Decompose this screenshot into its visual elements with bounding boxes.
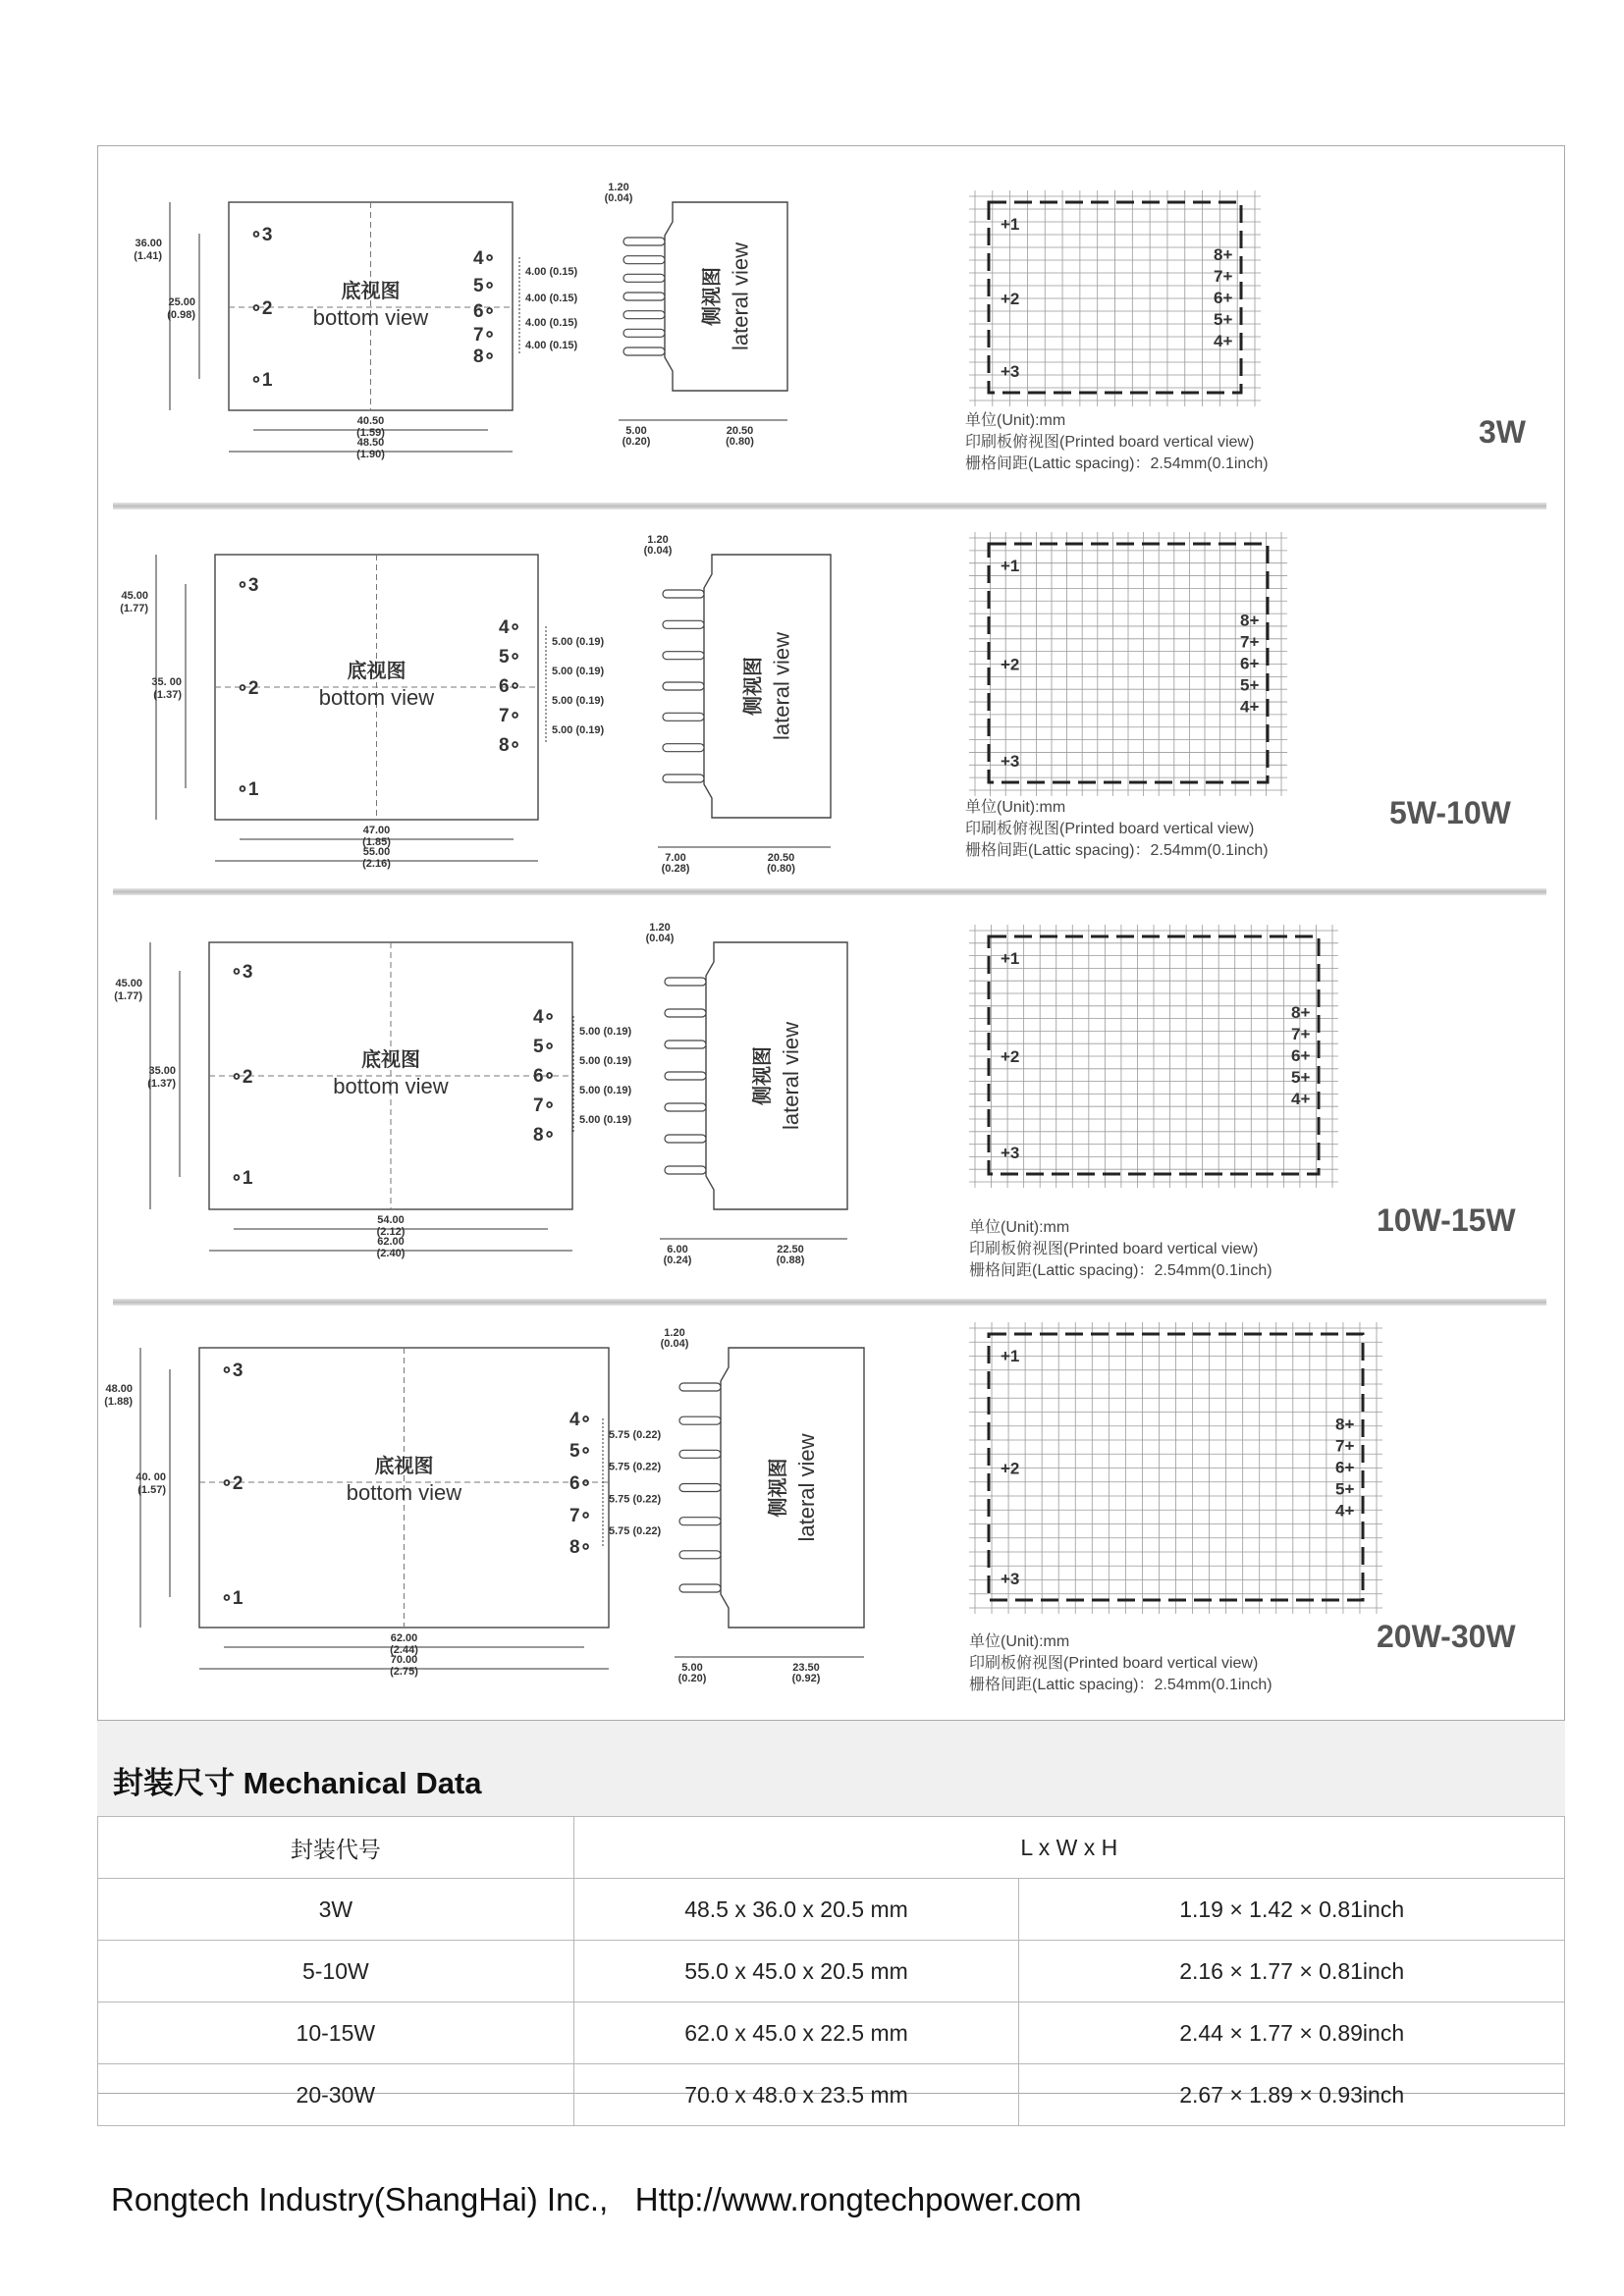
width-outer-inch: (1.90) (356, 449, 385, 460)
pin-label: 8∘ (473, 347, 496, 367)
pin-label: 8∘ (569, 1537, 592, 1558)
pcb-pin-label: 8+ (1335, 1415, 1355, 1434)
lateral-pin (679, 1416, 721, 1424)
pin-label: 7∘ (499, 706, 521, 726)
lat-pin-inch: (0.28) (661, 863, 690, 875)
bottom-view-label-en: bottom view (346, 1480, 462, 1505)
pitch-dimension-text: 5.00 (0.19) (552, 695, 605, 707)
bottom-view-label-en: bottom view (312, 305, 429, 330)
pcb-notes (965, 410, 1269, 475)
lat-pin-inch: (0.20) (677, 1673, 707, 1684)
cell-code: 3W (98, 1879, 574, 1941)
pcb-pin-label: 5+ (1214, 310, 1233, 329)
height-outer-text: 45.00 (121, 590, 148, 602)
lat-pin-inch: (0.24) (663, 1255, 692, 1266)
pin-label: ∘2 (237, 678, 259, 699)
pcb-pin-label: 4+ (1214, 332, 1233, 350)
lateral-pin (623, 293, 665, 300)
pitch-dimension-text: 4.00 (0.15) (525, 293, 578, 304)
pcb-pin-label: +3 (1001, 1570, 1020, 1588)
pin-top-text: 1.20 (608, 182, 629, 193)
power-rating-label: 5W-10W (1389, 795, 1511, 830)
pin-label: ∘2 (221, 1473, 244, 1494)
lateral-pin (679, 1383, 721, 1391)
height-inner-text: 35. 00 (151, 676, 182, 688)
pin-label: 6∘ (499, 676, 521, 697)
lat-pin-text: 5.00 (625, 425, 647, 437)
width-outer-text: 48.50 (356, 437, 385, 449)
pcb-notes (969, 1631, 1272, 1696)
pcb-note-line: 栅格间距(Lattic spacing)：2.54mm(0.1inch) (969, 1262, 1272, 1279)
pitch-dimension-text: 4.00 (0.15) (525, 340, 578, 351)
width-outer-inch: (2.40) (376, 1248, 406, 1259)
pin-label: 6∘ (533, 1066, 556, 1087)
pitch-dimension-text: 5.00 (0.19) (579, 1114, 632, 1126)
lateral-pin (663, 713, 704, 721)
lat-body-inch: (0.88) (776, 1255, 805, 1266)
height-outer-text: 48.00 (105, 1383, 133, 1395)
width-inner-text: 54.00 (377, 1214, 405, 1226)
mechanical-data-title: 封装尺寸 Mechanical Data (97, 1720, 1565, 1816)
height-inner-text: 40. 00 (135, 1471, 166, 1483)
cell-mm: 55.0 x 45.0 x 20.5 mm (573, 1941, 1019, 2002)
lateral-pin (679, 1450, 721, 1458)
footer-url[interactable]: Http://www.rongtechpower.com (634, 2181, 1082, 2217)
height-inner-inch: (1.37) (147, 1078, 176, 1090)
height-inner-inch: (1.37) (153, 689, 182, 701)
bottom-view-label-en: bottom view (333, 1074, 449, 1098)
width-outer-text: 55.00 (362, 846, 391, 858)
lat-body-text: 22.50 (777, 1244, 804, 1255)
pcb-note-line: 印刷板俯视图(Printed board vertical view) (969, 1241, 1259, 1257)
lateral-pin (663, 652, 704, 660)
pcb-pin-label: +1 (1001, 215, 1020, 234)
lat-pin-inch: (0.20) (622, 436, 651, 448)
pin-top-text: 1.20 (664, 1327, 685, 1339)
bottom-view-label-cn: 底视图 (361, 1047, 420, 1071)
pcb-pin-label: +1 (1001, 557, 1020, 575)
pcb-pin-label: +1 (1001, 1347, 1020, 1365)
pitch-dimension-text: 4.00 (0.15) (525, 317, 578, 329)
panel-10w15w (114, 922, 1338, 1266)
lateral-pin (663, 774, 704, 782)
height-outer-inch: (1.41) (134, 250, 162, 262)
pin-label: ∘2 (231, 1067, 253, 1088)
pitch-dimension-text: 5.75 (0.22) (609, 1493, 662, 1506)
pcb-pin-label: 8+ (1214, 245, 1233, 264)
pin-label: 6∘ (569, 1473, 592, 1494)
lat-body-text: 20.50 (726, 425, 754, 437)
lat-body-inch: (0.92) (791, 1673, 821, 1684)
lateral-pin (623, 311, 665, 319)
width-outer-text: 62.00 (377, 1236, 405, 1248)
pcb-pin-label: 4+ (1240, 697, 1260, 717)
pcb-note-line: 印刷板俯视图(Printed board vertical view) (969, 1655, 1259, 1672)
bottom-view-label-en: bottom view (318, 685, 435, 710)
lateral-view-label-cn: 侧视图 (740, 657, 765, 716)
footer (111, 2181, 1082, 2218)
pitch-dimension-text: 5.75 (0.22) (609, 1525, 662, 1537)
width-inner-inch: (2.12) (376, 1226, 406, 1238)
lateral-pin (665, 1041, 706, 1048)
lateral-view-label-en: lateral view (794, 1433, 819, 1542)
pcb-pin-label: 8+ (1291, 1003, 1311, 1022)
width-inner-inch: (1.59) (356, 427, 385, 439)
width-inner-text: 40.50 (356, 415, 385, 427)
height-outer-inch: (1.88) (104, 1396, 133, 1408)
pin-label: ∘3 (221, 1361, 244, 1381)
lateral-pin (665, 978, 706, 986)
pin-label: 5∘ (533, 1037, 556, 1057)
height-inner-text: 25.00 (168, 296, 195, 308)
pcb-note-line: 印刷板俯视图(Printed board vertical view) (965, 434, 1255, 451)
pcb-note-line: 栅格间距(Lattic spacing)：2.54mm(0.1inch) (969, 1677, 1272, 1693)
pin-top-inch: (0.04) (645, 933, 675, 944)
pcb-pin-label: 4+ (1335, 1501, 1355, 1521)
cell-code: 10-15W (98, 2002, 574, 2064)
cell-mm: 48.5 x 36.0 x 20.5 mm (573, 1879, 1019, 1941)
pin-top-inch: (0.04) (660, 1338, 689, 1350)
lat-body-text: 20.50 (767, 852, 795, 864)
pcb-pin-label: 8+ (1240, 611, 1260, 630)
cell-code: 20-30W (98, 2064, 574, 2126)
height-inner-inch: (0.98) (167, 309, 195, 321)
pcb-pin-label: 6+ (1335, 1458, 1355, 1477)
width-outer-text: 70.00 (390, 1654, 418, 1666)
cell-mm: 70.0 x 48.0 x 23.5 mm (573, 2064, 1019, 2126)
height-outer-text: 45.00 (115, 978, 142, 989)
lateral-pin (679, 1518, 721, 1525)
section-separator (113, 1299, 1546, 1306)
lateral-view-outline (704, 555, 831, 818)
section-separator (113, 888, 1546, 895)
height-outer-inch: (1.77) (114, 990, 142, 1002)
pin-label: 5∘ (569, 1441, 592, 1462)
pitch-dimension-text: 5.00 (0.19) (552, 666, 605, 677)
lateral-pin (665, 1103, 706, 1111)
power-rating-label: 10W-15W (1377, 1202, 1516, 1238)
bottom-view-label-cn: 底视图 (341, 279, 401, 302)
pcb-note-line: 栅格间距(Lattic spacing)：2.54mm(0.1inch) (965, 455, 1269, 472)
lateral-pin (665, 1166, 706, 1174)
lateral-view-label-en: lateral view (769, 631, 794, 741)
pitch-dimension-text: 5.00 (0.19) (552, 636, 605, 648)
pcb-pin-label: 6+ (1214, 289, 1233, 307)
pin-label: 4∘ (499, 617, 521, 638)
pcb-pin-label: 5+ (1291, 1068, 1311, 1087)
pin-label: 4∘ (569, 1410, 592, 1430)
pin-label: ∘1 (231, 1168, 253, 1189)
lateral-view-label-en: lateral view (728, 241, 753, 351)
lat-pin-text: 6.00 (667, 1244, 688, 1255)
table-row (98, 1879, 1565, 1941)
header-dimensions: L x W x H (573, 1817, 1564, 1879)
pin-label: 7∘ (569, 1506, 592, 1526)
pin-label: ∘2 (250, 298, 273, 319)
pitch-dimension-text: 5.75 (0.22) (609, 1461, 662, 1473)
lateral-pin (663, 620, 704, 628)
lat-body-inch: (0.80) (726, 436, 754, 448)
pitch-dimension-text: 5.75 (0.22) (609, 1429, 662, 1441)
lateral-pin (623, 256, 665, 264)
pcb-pin-label: +2 (1001, 655, 1020, 674)
pin-label: ∘1 (250, 370, 273, 391)
pcb-pin-label: 4+ (1291, 1090, 1311, 1108)
height-outer-inch: (1.77) (120, 603, 148, 614)
width-inner-inch: (2.44) (390, 1644, 418, 1656)
pitch-dimension-text: 4.00 (0.15) (525, 266, 578, 278)
cell-inch: 2.16 × 1.77 × 0.81inch (1019, 1941, 1565, 2002)
pcb-pin-label: 6+ (1291, 1046, 1311, 1065)
pin-label: 5∘ (499, 647, 521, 667)
pitch-dimension-text: 5.00 (0.19) (579, 1085, 632, 1096)
pcb-pin-label: +3 (1001, 362, 1020, 381)
lateral-view-outline (665, 202, 787, 391)
height-outer-text: 36.00 (135, 238, 162, 249)
section-separator (113, 503, 1546, 509)
pin-top-text: 1.20 (647, 534, 669, 546)
lateral-pin (663, 590, 704, 598)
bottom-view-label-cn: 底视图 (347, 659, 406, 682)
lat-body-text: 23.50 (792, 1662, 820, 1674)
table-header-row (98, 1817, 1565, 1879)
lat-body-inch: (0.80) (767, 863, 795, 875)
pcb-grid (969, 1322, 1382, 1614)
header-package-code: 封装代号 (98, 1817, 574, 1879)
pin-label: ∘3 (250, 225, 273, 245)
panel-20w30w (104, 1322, 1382, 1684)
lateral-view-label-cn: 侧视图 (766, 1458, 789, 1518)
lateral-view-outline (706, 942, 847, 1209)
lateral-view-label-cn: 侧视图 (699, 267, 724, 326)
mechanical-data-table (97, 1816, 1565, 2126)
cell-inch: 2.44 × 1.77 × 0.89inch (1019, 2002, 1565, 2064)
pcb-pin-label: 6+ (1240, 654, 1260, 673)
lateral-pin (679, 1584, 721, 1592)
pin-top-inch: (0.04) (643, 545, 673, 557)
pcb-note-line: 栅格间距(Lattic spacing)：2.54mm(0.1inch) (965, 842, 1269, 859)
pin-label: 8∘ (499, 735, 521, 756)
lateral-view-label-en: lateral view (779, 1021, 803, 1131)
pin-label: 5∘ (473, 276, 496, 296)
pcb-pin-label: +2 (1001, 290, 1020, 308)
cell-inch: 2.67 × 1.89 × 0.93inch (1019, 2064, 1565, 2126)
width-inner-text: 47.00 (362, 825, 391, 836)
pcb-note-line: 单位(Unit):mm (965, 799, 1066, 816)
pcb-pin-label: +2 (1001, 1459, 1020, 1478)
pcb-pin-label: +1 (1001, 949, 1020, 968)
lateral-view-label-cn: 侧视图 (750, 1046, 774, 1105)
pin-label: 4∘ (473, 248, 496, 269)
footer-company: Rongtech Industry(ShangHai) Inc., (111, 2181, 609, 2217)
pin-label: 6∘ (473, 301, 496, 322)
lateral-pin (623, 238, 665, 245)
pcb-notes (965, 797, 1269, 862)
pitch-dimension-text: 5.00 (0.19) (579, 1055, 632, 1067)
cell-inch: 1.19 × 1.42 × 0.81inch (1019, 1879, 1565, 1941)
pin-label: 7∘ (473, 325, 496, 346)
lateral-pin (623, 274, 665, 282)
power-rating-label: 20W-30W (1377, 1619, 1516, 1654)
cell-code: 5-10W (98, 1941, 574, 2002)
width-outer-inch: (2.16) (362, 858, 391, 870)
lateral-pin (679, 1484, 721, 1492)
lat-pin-text: 7.00 (665, 852, 686, 864)
pin-label: 4∘ (533, 1007, 556, 1028)
pin-top-text: 1.20 (649, 922, 671, 934)
pin-top-inch: (0.04) (604, 192, 633, 204)
pcb-pin-label: 7+ (1240, 632, 1260, 652)
table-row (98, 1941, 1565, 2002)
pcb-pin-label: 7+ (1335, 1436, 1355, 1456)
width-inner-text: 62.00 (390, 1632, 418, 1644)
lateral-pin (665, 1009, 706, 1017)
pcb-note-line: 单位(Unit):mm (965, 412, 1066, 429)
lateral-pin (665, 1135, 706, 1143)
pitch-dimension-text: 5.00 (0.19) (552, 724, 605, 736)
pin-label: ∘3 (237, 575, 259, 596)
pcb-pin-label: 5+ (1240, 675, 1260, 695)
table-row (98, 2002, 1565, 2064)
height-inner-text: 35.00 (148, 1065, 176, 1077)
width-inner-inch: (1.85) (362, 836, 391, 848)
lateral-view-outline (721, 1348, 864, 1628)
table-row (98, 2064, 1565, 2126)
lateral-pin (679, 1551, 721, 1559)
height-inner-inch: (1.57) (137, 1484, 166, 1496)
power-rating-label: 3W (1479, 414, 1526, 450)
pcb-note-line: 单位(Unit):mm (969, 1219, 1070, 1236)
pcb-notes (969, 1217, 1272, 1282)
lateral-pin (663, 682, 704, 690)
lat-pin-text: 5.00 (681, 1662, 703, 1674)
pcb-pin-label: +2 (1001, 1047, 1020, 1066)
pcb-pin-label: 5+ (1335, 1479, 1355, 1499)
pin-label: ∘1 (237, 779, 259, 800)
bottom-view-label-cn: 底视图 (374, 1454, 434, 1477)
pin-label: ∘3 (231, 962, 253, 983)
lateral-pin (663, 744, 704, 752)
pcb-grid (969, 925, 1338, 1188)
lateral-pin (665, 1072, 706, 1080)
pin-label: 7∘ (533, 1095, 556, 1116)
pcb-note-line: 印刷板俯视图(Printed board vertical view) (965, 821, 1255, 837)
pitch-dimension-text: 5.00 (0.19) (579, 1026, 632, 1038)
pin-label: ∘1 (221, 1588, 244, 1609)
pin-label: 8∘ (533, 1125, 556, 1146)
lateral-pin (623, 329, 665, 337)
cell-mm: 62.0 x 45.0 x 22.5 mm (573, 2002, 1019, 2064)
pcb-pin-label: 7+ (1291, 1025, 1311, 1043)
lateral-pin (623, 347, 665, 355)
pcb-pin-label: +3 (1001, 1144, 1020, 1162)
pcb-pin-label: +3 (1001, 752, 1020, 771)
pcb-note-line: 单位(Unit):mm (969, 1633, 1070, 1650)
pcb-pin-label: 7+ (1214, 267, 1233, 286)
width-outer-inch: (2.75) (390, 1666, 418, 1678)
